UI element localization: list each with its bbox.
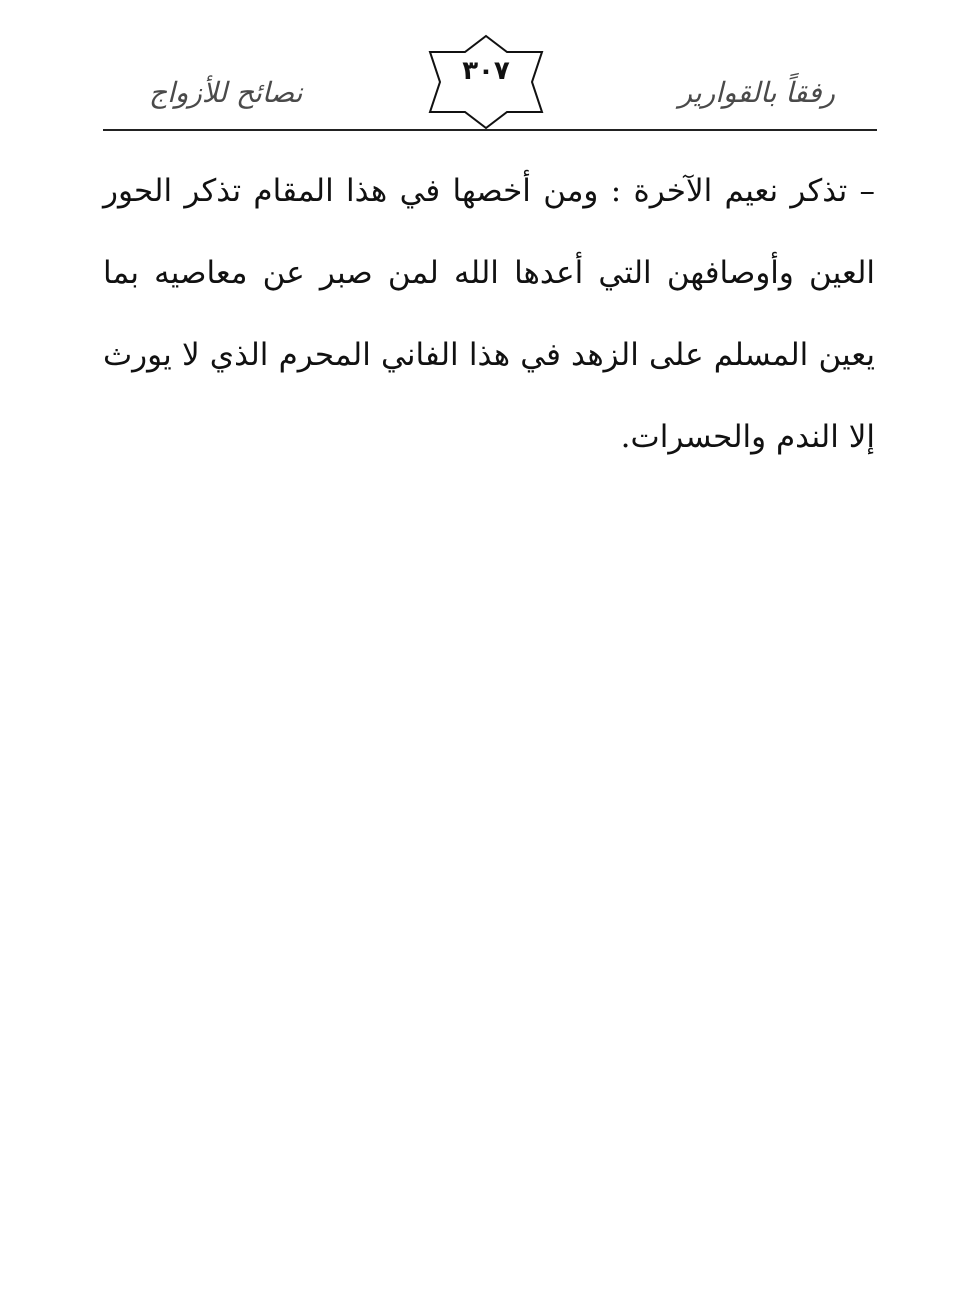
- page-number: ٣٠٧: [462, 56, 510, 86]
- chapter-title: نصائح للأزواج: [149, 76, 303, 109]
- book-title: رفقاً بالقوارير: [678, 76, 835, 109]
- header-divider: [103, 129, 877, 131]
- paragraph: – تذكر نعيم الآخرة : ومن أخصها في هذا المقام تذكر الحور العين وأوصافهن التي أعدها الله لمن صبر عن معاصيه بما يعين المسلم على الزهد في هذا الفاني المحرم الذي لا يورث إلا الندم والحسرات.: [103, 173, 875, 455]
- page-header: [103, 30, 877, 132]
- page-number-badge: [428, 34, 544, 130]
- main-text: [103, 150, 875, 478]
